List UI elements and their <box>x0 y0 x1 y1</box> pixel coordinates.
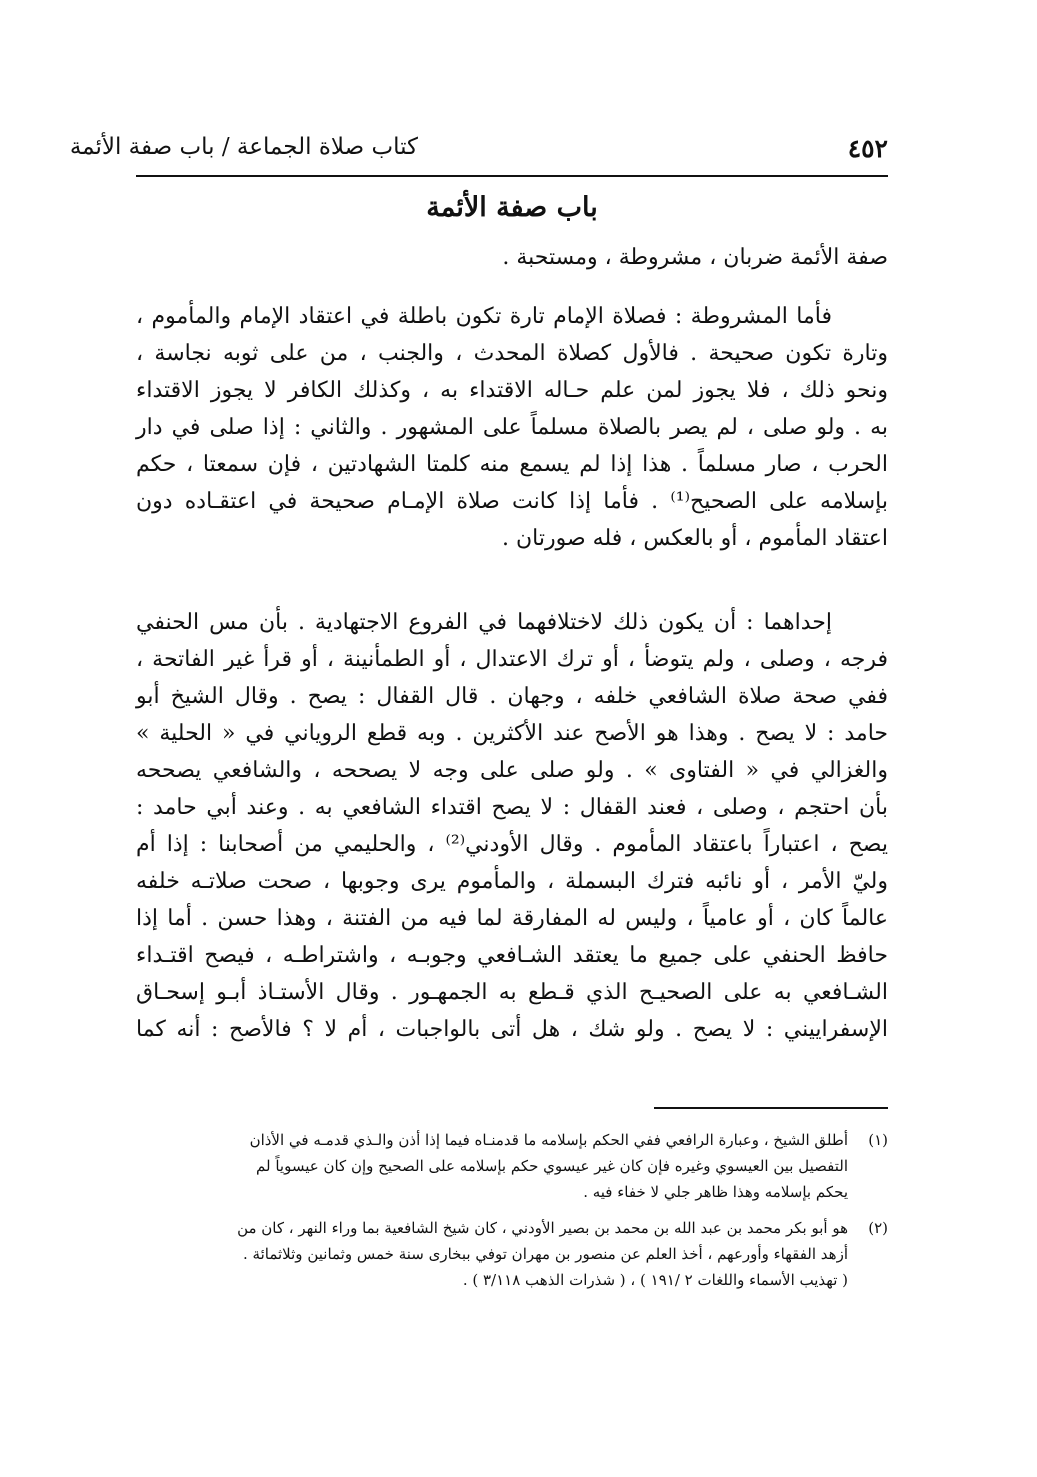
footnote-number: (٢) <box>868 1219 888 1237</box>
text-line: فرجه ، وصلى ، ولم يتوضأ ، أو ترك الاعتدال ، أو الطمأنينة ، أو قرأ غير الفاتحة ، <box>136 647 888 672</box>
paragraph-1 <box>136 239 888 276</box>
paragraph-2 <box>136 298 888 557</box>
running-header <box>69 134 888 170</box>
text-line: الشـافعي به على الصحيـح الذي قـطع به الجمهـور . وقال الأستـاذ أبـو إسحـاق <box>136 980 888 1005</box>
text-line: به . ولو صلى ، لم يصر بالصلاة مسلماً على المشهور . والثاني : إذا صلى في دار <box>136 415 888 440</box>
text-line: يصح ، اعتباراً باعتقاد المأموم . وقال الأودني⁽²⁾ ، والحليمي من أصحابنا : إذا أم <box>136 832 889 857</box>
running-title: كتاب صلاة الجماعة / باب صفة الأئمة <box>69 134 418 160</box>
footnote-line: يحكم بإسلامه وهذا ظاهر جلي لا خفاء فيه . <box>583 1183 848 1201</box>
footnote-line: أزهد الفقهاء وأورعهم ، أخذ العلم عن منصور بن مهران توفي ببخارى سنة خمس وثمانين وثلاثمائة . <box>243 1245 848 1263</box>
text-line: فأما المشروطة : فصلاة الإمام تارة تكون باطلة في اعتقاد الإمام والمأموم ، <box>136 304 832 329</box>
footnote-text: أطلق الشيخ ، وعبارة الرافعي ففي الحكم بإسلامه ما قدمنـاه فيما إذا أذن والـذي قدمـه في الأذان <box>249 1131 848 1149</box>
footnote-line: ( تهذيب الأسماء واللغات ٢ /١٩١ ) ، ( شذرات الذهب ٣/١١٨ ) . <box>462 1271 848 1289</box>
text-line: ونحو ذلك ، فلا يجوز لمن علم حـاله الاقتداء به ، وكذلك الكافر لا يجوز الاقتداء <box>136 378 888 403</box>
footnote-text: هو أبو بكر محمد بن عبد الله بن محمد بن بصير الأودني ، كان شيخ الشافعية بما وراء النهر ، كان من <box>237 1219 848 1237</box>
text-line: حامد : لا يصح . وهذا هو الأصح عند الأكثرين . وبه قطع الروياني في « الحلية » <box>136 721 888 746</box>
text-line: والغزالي في « الفتاوى » . ولو صلى على وجه لا يصححه ، والشافعي يصححه <box>136 758 888 783</box>
footnotes <box>136 1127 888 1293</box>
footnote-line: التفصيل بين العيسوي وغيره فإن كان غير عيسوي حكم بإسلامه على الصحيح وإن كان عيسوياً لم <box>256 1157 848 1175</box>
text-line: صفة الأئمة ضربان ، مشروطة ، ومستحبة . <box>502 245 888 270</box>
footnote-line <box>136 1215 888 1241</box>
page-number: ٤٥٢ <box>847 134 888 163</box>
footnote-number: (١) <box>868 1131 888 1149</box>
text-line: الإسفراييني : لا يصح . ولو شك ، هل أتى بالواجبات ، أم لا ؟ فالأصح : أنه كما <box>136 1017 888 1042</box>
text-line: بأن احتجم ، وصلى ، فعند القفال : لا يصح اقتداء الشافعي به . وعند أبي حامد : <box>136 795 888 820</box>
text-line: وتارة تكون صحيحة . فالأول كصلاة المحدث ، والجنب ، من على ثوبه نجاسة ، <box>136 341 888 366</box>
text-line: اعتقاد المأموم ، أو بالعكس ، فله صورتان . <box>502 526 888 551</box>
footnote-1 <box>136 1127 888 1205</box>
text-line: وليّ الأمر ، أو نائبه فترك البسملة ، والمأموم يرى وجوبها ، صحت صلاتـه خلفه <box>136 869 888 894</box>
footnote-line <box>136 1127 888 1153</box>
text-line: عالماً كان ، أو عامياً ، وليس له المفارقة لما فيه من الفتنة ، وهذا حسن . أما إذا <box>136 906 888 931</box>
header-rule <box>136 175 888 177</box>
paragraph-3 <box>136 604 888 1048</box>
footnote-2 <box>136 1215 888 1293</box>
text-line: حافظ الحنفي على جميع ما يعتقد الشـافعي وجوبـه ، واشتراطـه ، فيصح اقتـداء <box>136 943 888 968</box>
text-line: إحداهما : أن يكون ذلك لاختلافهما في الفروع الاجتهادية . بأن مس الحنفي <box>136 610 832 635</box>
chapter-title: باب صفة الأئمة <box>426 192 598 223</box>
text-line: ففي صحة صلاة الشافعي خلفه ، وجهان . قال القفال : يصح . وقال الشيخ أبو <box>136 684 888 709</box>
footnote-rule <box>654 1107 888 1109</box>
text-line: بإسلامه على الصحيح⁽¹⁾ . فأما إذا كانت صلاة الإمـام صحيحة في اعتقـاده دون <box>136 489 888 514</box>
text-line: الحرب ، صار مسلماً . هذا إذا لم يسمع منه كلمتا الشهادتين ، فإن سمعتا ، حكم <box>136 452 888 477</box>
